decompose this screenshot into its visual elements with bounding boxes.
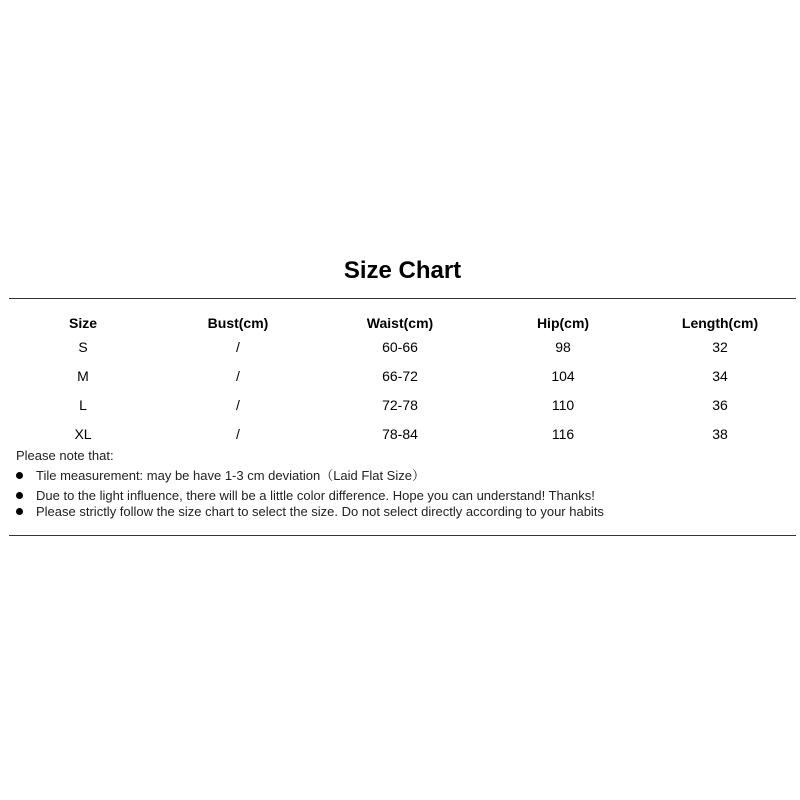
cell-bust: / [236,339,240,355]
cell-hip: 116 [551,426,575,442]
cell-length: 32 [712,339,728,355]
note-item [16,487,595,504]
cell-bust: / [236,426,240,442]
header-waist: Waist(cm) [366,315,434,331]
bullet-icon [16,472,23,479]
note-item [16,503,604,520]
cell-bust: / [236,397,240,413]
cell-waist: 78-84 [382,426,418,442]
note-item [16,467,425,484]
header-bust: Bust(cm) [207,315,269,331]
cell-length: 38 [712,426,728,442]
top-divider [9,298,796,299]
note-text: Due to the light influence, there will be a little color difference. Hope you can understand! Thanks! [36,488,595,503]
cell-size: L [79,397,87,413]
cell-hip: 98 [555,339,571,355]
header-length: Length(cm) [681,315,759,331]
note-text: Please strictly follow the size chart to select the size. Do not select directly according to your habits [36,504,604,519]
header-size: Size [68,315,97,331]
cell-bust: / [236,368,240,384]
cell-hip: 110 [551,397,575,413]
cell-hip: 104 [551,368,575,384]
page-title: Size Chart [343,257,462,284]
bottom-divider [9,535,796,536]
note-text: Tile measurement: may be have 1-3 cm deviation（Laid Flat Size） [36,468,425,483]
bullet-icon [16,492,23,499]
header-hip: Hip(cm) [536,315,590,331]
cell-waist: 66-72 [382,368,418,384]
cell-size: M [77,368,89,384]
cell-waist: 72-78 [382,397,418,413]
cell-length: 34 [712,368,728,384]
cell-waist: 60-66 [382,339,418,355]
cell-size: S [78,339,88,355]
cell-length: 36 [712,397,728,413]
cell-size: XL [74,426,92,442]
bullet-icon [16,508,23,515]
notes-heading: Please note that: [16,448,114,463]
